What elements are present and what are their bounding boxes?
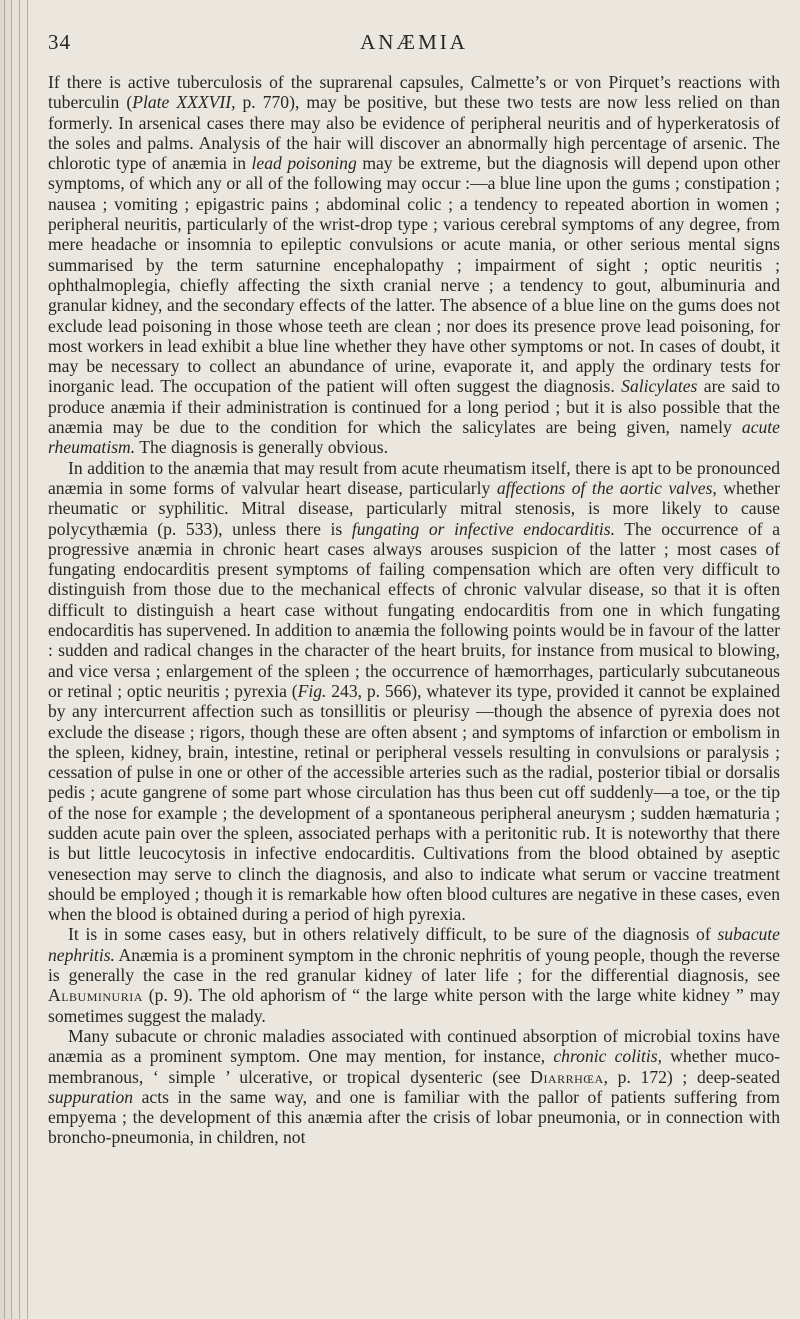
italic-text: subacute nephritis. [48, 924, 780, 965]
italic-text: fungating or infective endocarditis. [351, 518, 615, 539]
text-run: 243, p. 566), whatever its type, provided it cannot be explained by any intercurrent affection such as tonsillitis or pleurisy —though the absence of pyrexia does not exclude the disease ; rigors, though these are often absent ; and symptoms of infarction or embolism in the spleen, kidney, brain, intestine, retinal or peripheral vessels resulting in convulsions or paralysis ; cessation of pulse in one or other of the accessible arteries such as the radial, posterior tibial or dorsalis pedis ; acute gangrene of some part whose circulation has thus been cut off suddenly—a toe, or the tip of the nose for example ; the development of a spontaneous peripheral aneurysm ; sudden hæmaturia ; sudden acute pain over the spleen, associated perhaps with a peritonitic rub. It is noteworthy that there is but little leucocytosis in infective endocarditis. Cultivations from the blood obtained by aseptic venesection may serve to clinch the diagnosis, and also to indicate what serum or vaccine treatment should be employed ; though it is remarkable how often blood cultures are negative in these cases, even when the blood is obtained during a period of high pyrexia. [48, 680, 780, 925]
paragraph [48, 1026, 780, 1148]
running-head [48, 30, 780, 64]
italic-text: Plate XXXVII, [132, 92, 236, 113]
text-run: (p. 9). The old aphorism of “ the large white person with the large white kidney ” may sometimes suggest the malady. [48, 985, 780, 1026]
text-run: It is in some cases easy, but in others relatively difficult, to be sure of the diagnosis of [68, 924, 718, 945]
paragraph [48, 924, 780, 1025]
paragraph [48, 72, 780, 458]
italic-text: chronic colitis, [553, 1046, 663, 1067]
text-run: may be extreme, but the diagnosis will depend upon other symptoms, of which any or all of the following may occur :—a blue line upon the gums ; constipation ; nausea ; vomiting ; epigastric pains ; abdominal colic ; a tendency to repeated abortion in women ; peripheral neuritis, particularly of the wrist-drop type ; various cerebral symptoms of any degree, from mere headache or insomnia to epileptic convulsions or acute mania, or other serious mental signs summarised by the term saturnine encephalopathy ; impairment of sight ; optic neuritis ; ophthalmoplegia, chiefly affecting the sixth cranial nerve ; a tendency to gout, albuminuria and granular kidney, and the secondary effects of the latter. The absence of a blue line on the gums does not exclude lead poisoning in those whose teeth are clean ; nor does its presence prove lead poisoning, for most workers in lead exhibit a blue line whether they have other symptoms or not. In cases of doubt, it may be necessary to collect an abundance of urine, evaporate it, and apply the ordinary tests for inorganic lead. The occupation of the patient will often suggest the diagnosis. [48, 153, 780, 397]
spine-line [11, 0, 12, 1319]
book-spine-edge [0, 0, 36, 1319]
text-run: Many subacute or chronic maladies associated with continued absorption of microbial toxins have anæmia as a prominent symptom. One may mention, for instance, [48, 1025, 780, 1067]
italic-text: affections of the aortic valves, [496, 477, 717, 498]
text-run: p. 770), may be positive, but these two tests are now less relied on than formerly. In arsenical cases there may also be evidence of peripheral neuritis and of hyperkeratosis of the soles and palms. Analysis of the hair will discover an abnormally high percentage of arsenic. The chlorotic type of anæmia in [48, 92, 781, 174]
text-run: whether rheumatic or syphilitic. Mitral disease, particularly mitral stenosis, is more likely to cause polycythæmia (p. 533), unless there is [48, 477, 780, 539]
italic-text: Fig. [297, 680, 327, 701]
text-run: The occurrence of a progressive anæmia in chronic heart cases always arouses suspicion of the latter ; most cases of fungating endocarditis present symptoms of failing compensation which are often very difficult to distinguish from those due to the mechanical effects of chronic valvular disease, so that it is often difficult to distinguish a heart case without fungating endocarditis from one in which fungating endocarditis has supervened. In addition to anæmia the following points would be in favour of the latter : sudden and radical changes in the character of the heart bruits, for instance from musical to blowing, and vice versa ; enlargement of the spleen ; the occurrence of hæmorrhages, particularly subcutaneous or retinal ; optic neuritis ; pyrexia ( [48, 518, 780, 701]
body-text [48, 72, 780, 1148]
paragraph [48, 458, 780, 925]
text-run: In addition to the anæmia that may result from acute rheumatism itself, there is apt to be pronounced anæmia in some forms of valvular heart disease, particularly [48, 457, 780, 498]
italic-text: acute rheumatism. [48, 417, 780, 458]
text-run: If there is active tuberculosis of the suprarenal capsules, Calmette’s or von Pirquet’s reactions with tuberculin ( [48, 72, 780, 113]
book-page [48, 30, 780, 1148]
spine-line [27, 0, 28, 1319]
text-run: acts in the same way, and one is familiar with the pallor of patients suffering from empyema ; the development of this anæmia after the crisis of lobar pneumonia, or in connection with broncho-pneumonia, in children, not [48, 1086, 780, 1148]
running-title: ANÆMIA [360, 30, 468, 54]
text-run: whether muco-membranous, ‘ simple ’ ulcerative, or tropical dysenteric (see [48, 1046, 780, 1087]
spine-line [4, 0, 5, 1319]
page-number: 34 [48, 30, 71, 54]
cross-reference: Albuminuria [48, 985, 143, 1006]
italic-text: suppuration [48, 1086, 134, 1107]
spine-line [19, 0, 20, 1319]
text-run: are said to produce anæmia if their administration is continued for a long period ; but it is also possible that the anæmia may be due to the condition for which the salicylates are being given, namely [48, 376, 781, 438]
cross-reference: Diarrhœa [530, 1066, 604, 1087]
text-run: The diagnosis is generally obvious. [135, 437, 388, 458]
italic-text: Salicylates [621, 376, 698, 397]
italic-text: lead poisoning [251, 153, 357, 174]
text-run: Anæmia is a prominent symptom in the chronic nephritis of young people, though the reverse is generally the case in the red granular kidney of later life ; for the differential diagnosis, see [48, 944, 780, 986]
text-run: , p. 172) ; deep-seated [603, 1066, 780, 1087]
